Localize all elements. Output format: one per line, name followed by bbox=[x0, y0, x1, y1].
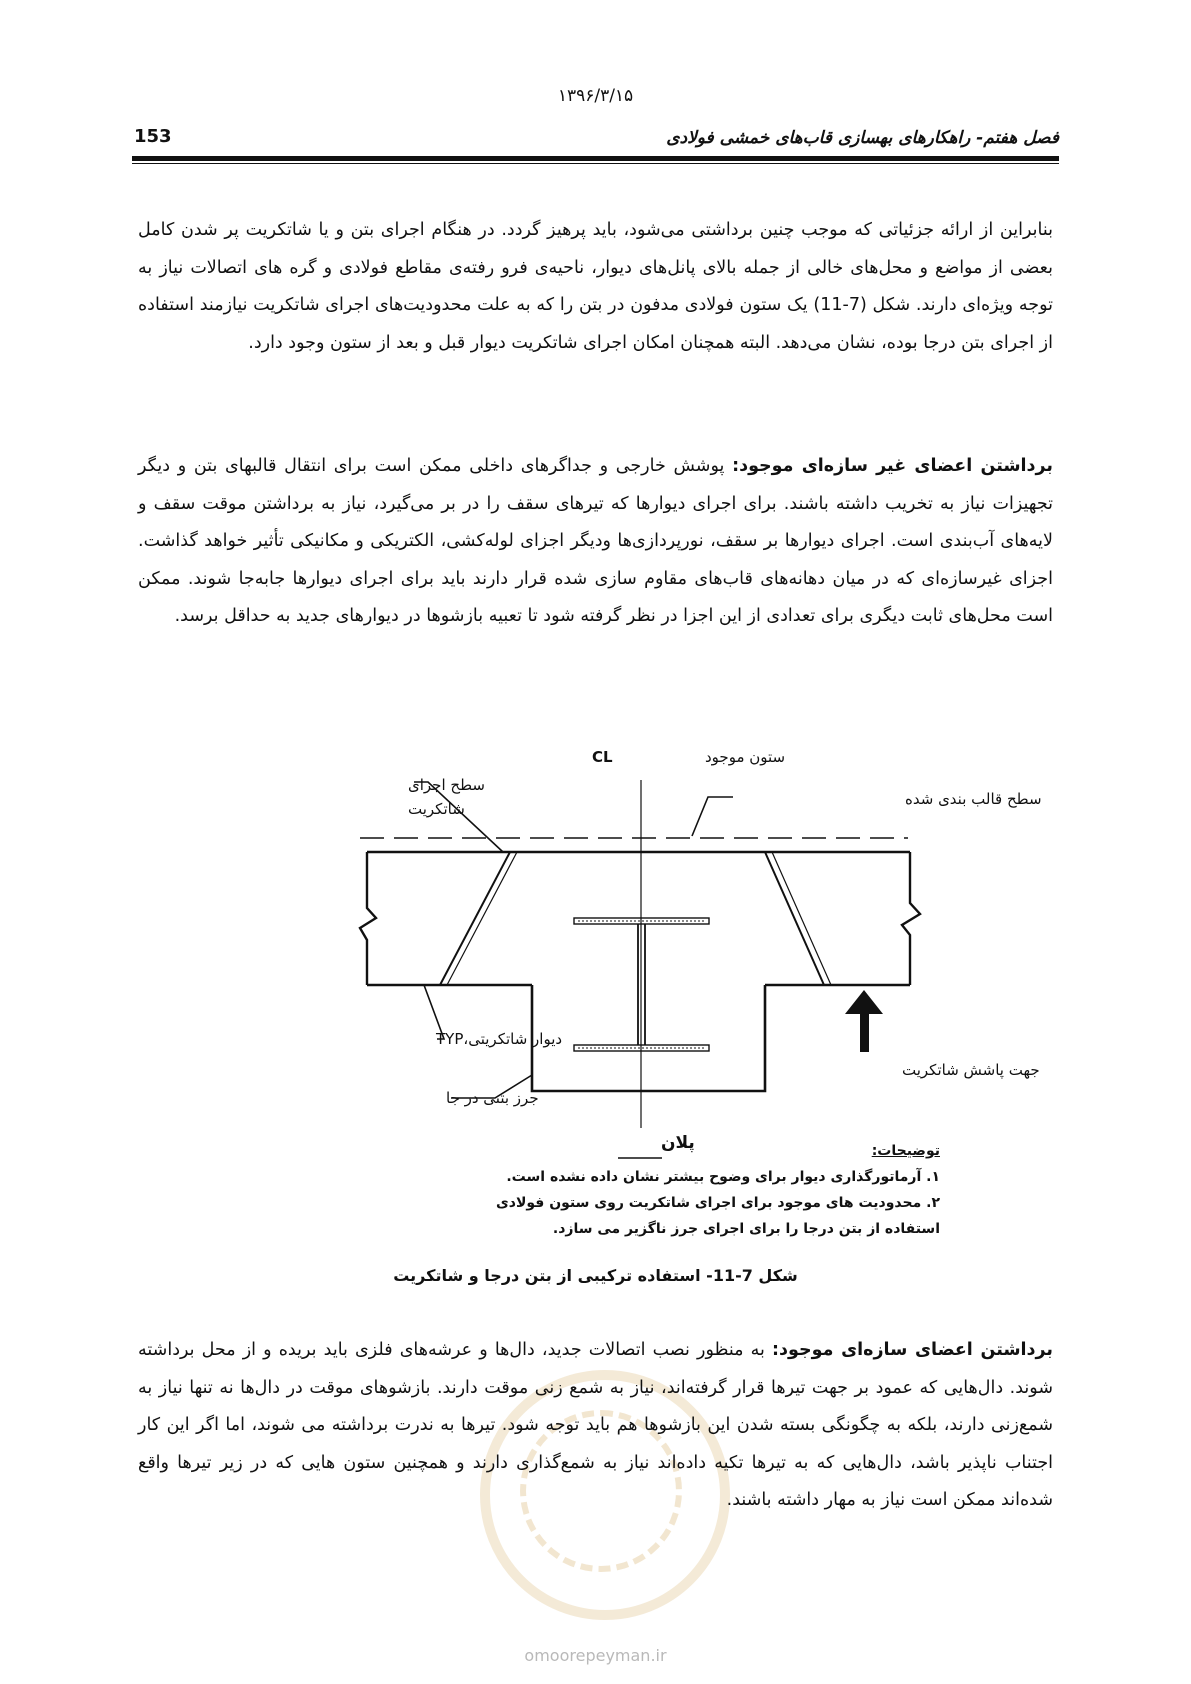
note-2a: ۲. محدودیت های موجود برای اجرای شاتکریت روی ستون فولادی bbox=[495, 1195, 940, 1211]
spray-arrow-icon bbox=[845, 990, 883, 1052]
label-formed-surface: سطح قالب بندی شده bbox=[905, 790, 1042, 808]
form-diag-left-a bbox=[440, 852, 510, 985]
right-wall-break bbox=[902, 852, 920, 985]
paragraph-2-body: پوشش خارجی و جداگرهای داخلی ممکن است برای انتقال قالبهای بتن و دیگر تجهیزات نیاز به تخریب داشته باشند. برای اجرای دیوارها که تیرهای سقف را در بر می‌گیرد، نیاز به برداشتن موقت سقف و لایه‌های آب‌بندی است. اجرای دیوارها بر سقف، نورپردازی‌ها ودیگر اجزای لوله‌کشی، الکتریکی و مکانیکی تأثیر خواهد گذاشت. اجزای غیرسازه‌ای که در میان دهانه‌های قاب‌های مقاوم سازی شده قرار دارند باید برای اجرای دیوارها جابه‌جا شوند. ممکن است محل‌های ثابت دیگری برای تعدادی از این اجزا در نظر گرفته شود تا تعبیه بازشوها در دیوارهای جدید به حداقل برسد. bbox=[138, 456, 1053, 626]
header-rule-thick bbox=[132, 156, 1059, 161]
paragraph-2-heading: برداشتن اعضای غیر سازه‌ای موجود: bbox=[732, 456, 1053, 476]
paragraph-3-body: به منظور نصب اتصالات جدید، دال‌ها و عرشه‌های فلزی باید بریده و از محل برداشته شوند. دال‌هایی که عمود بر جهت تیرها قرار گرفته‌اند، نیاز به شمع زنی موقت دارند. بازشوهای موقت در دال‌ها نه تنها نیاز به شمع‌زنی دارند، بلکه به چگونگی بسته شدن این بازشوها هم باید توجه شود. تیرها به ندرت برداشته می شوند، اما اگر این کار اجتناب ناپذیر باشد، دال‌هایی که به تیرها تکیه داده‌اند نیاز به شمع‌گذاری دارند و همچنین ستون هایی که در زیر تیرها واقع شده‌اند ممکن است نیاز به مهار داشته باشند. bbox=[138, 1340, 1053, 1510]
paragraph-1: بنابراین از ارائه جزئیاتی که موجب چنین برداشتی می‌شود، باید پرهیز گردد. در هنگام اجرای بتن و یا شاتکریت پر شدن کامل بعضی از مواضع و محل‌های خالی از جمله بالای پانل‌های دیوار، ناحیه‌ی فرو رفته‌ی مقاطع فولادی و گره های اتصالات نیاز به توجه ویژه‌ای دارند. شکل (7-11) یک ستون فولادی مدفون در بتن را که به علت محدودیت‌های اجرای شاتکریت نیازمند استفاده از اجرای بتن درجا بوده، نشان می‌دهد. البته همچنان امکان اجرای شاتکریت دیوار قبل و بعد از ستون وجود دارد. bbox=[138, 220, 1053, 353]
column-flange-top bbox=[574, 918, 709, 924]
leader-formed-surface bbox=[692, 797, 733, 836]
leader-cast-in-place bbox=[451, 1075, 532, 1098]
label-shotcrete-surface-1: سطح اجرای bbox=[408, 776, 485, 794]
paragraph-3-heading: برداشتن اعضای سازه‌ای موجود: bbox=[772, 1340, 1053, 1360]
leader-wall bbox=[424, 985, 444, 1039]
page-number: 153 bbox=[134, 126, 172, 147]
label-cl: CL bbox=[592, 748, 613, 766]
label-cast-in-place: جرز بتنی در جا bbox=[446, 1089, 539, 1107]
column-flange-bottom bbox=[574, 1045, 709, 1051]
left-wall-break bbox=[360, 852, 376, 985]
notes-title: توضیحات: bbox=[871, 1143, 940, 1159]
watermark-site: omoorepeyman.ir bbox=[524, 1646, 667, 1665]
label-plan: پلان bbox=[661, 1133, 695, 1153]
note-1: ۱. آرماتورگذاری دیوار برای وضوح بیشتر نشان داده نشده است. bbox=[506, 1169, 940, 1185]
label-existing-column: ستون موجود bbox=[705, 748, 786, 766]
note-2b: استفاده از بتن درجا را برای اجرای جرز ناگزیر می سازد. bbox=[552, 1221, 940, 1237]
label-shotcrete-wall: دیوار شاتکریتی،TYP bbox=[436, 1030, 563, 1048]
leader-shotcrete-surface bbox=[414, 782, 503, 852]
form-diag-left-b bbox=[447, 852, 517, 985]
figure-notes bbox=[470, 1138, 940, 1242]
paragraph-3 bbox=[138, 1332, 1053, 1520]
label-shotcrete-surface-2: شاتکریت bbox=[408, 800, 465, 818]
label-spray-direction: جهت پاشش شاتکریت bbox=[902, 1061, 1040, 1079]
form-diag-right-a bbox=[765, 852, 824, 985]
pilaster-outline bbox=[532, 985, 765, 1091]
header-date: ۱۳۹۶/۳/۱۵ bbox=[557, 86, 634, 106]
header-rule-thin bbox=[132, 163, 1059, 164]
chapter-title: فصل هفتم- راهکارهای بهسازی قاب‌های خمشی فولادی bbox=[666, 128, 1059, 148]
figure-caption: شکل 7-11- استفاده ترکیبی از بتن درجا و شاتکریت bbox=[393, 1266, 798, 1285]
paragraph-2 bbox=[138, 448, 1053, 636]
form-diag-right-b bbox=[772, 852, 831, 985]
